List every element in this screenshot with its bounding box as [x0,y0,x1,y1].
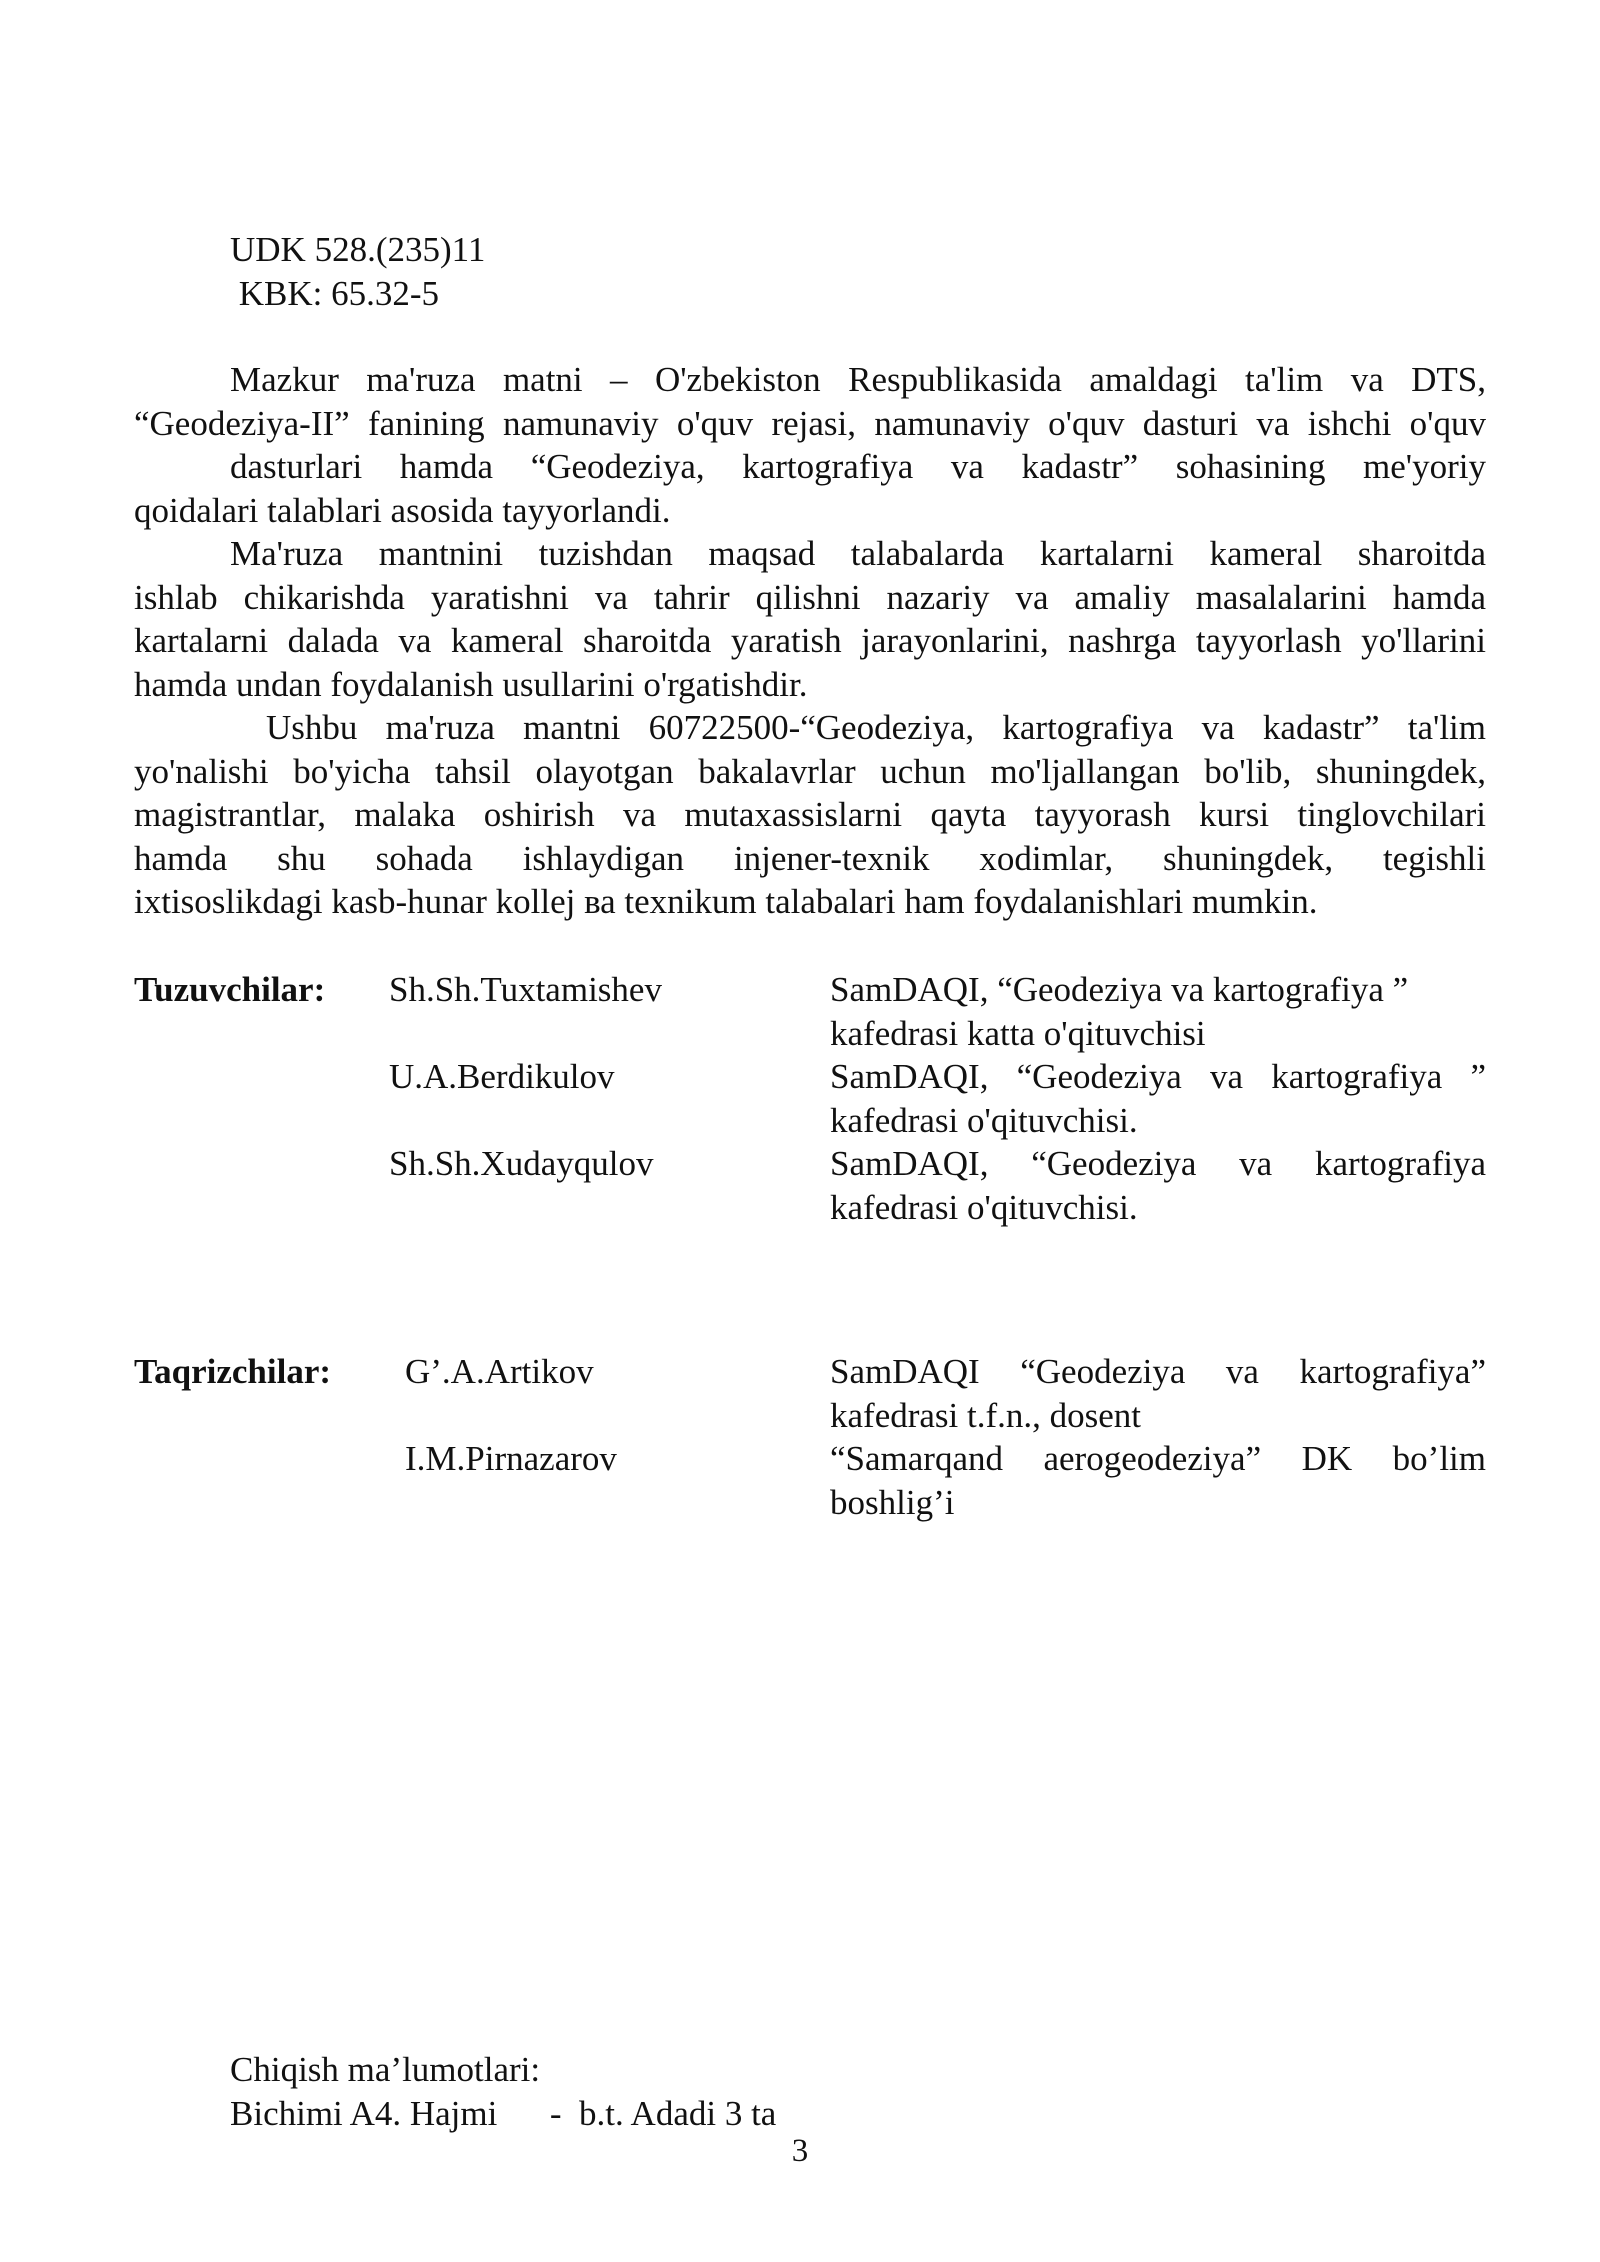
publication-info-details: Bichimi A4. Hajmi - b.t. Adadi 3 ta [230,2093,777,2133]
page-number: 3 [791,2133,809,2169]
text-line: Ushbu ma'ruza mantni 60722500-“Geodeziya, kartografiya va kadastr” ta'lim [266,708,1486,747]
compiler-affiliation: SamDAQI, “Geodeziya va kartografiya [830,1144,1486,1183]
compiler-name: Sh.Sh.Xudayqulov [389,1144,654,1183]
paragraph-2 [134,532,1486,706]
reviewer-affiliation: SamDAQI “Geodeziya va kartografiya” [830,1352,1486,1391]
reviewer-name: G’.A.Artikov [405,1352,594,1391]
text-line: kartalarni dalada va kameral sharoitda yaratish jarayonlarini, nashrga tayyorlash yo'llarini [134,621,1486,660]
compiler-affiliation: SamDAQI, “Geodeziya va kartografiya ” [830,1057,1486,1096]
compiler-name: Sh.Sh.Tuxtamishev [389,970,662,1009]
text-line: Ma'ruza mantnini tuzishdan maqsad talabalarda kartalarni kameral sharoitda [230,534,1486,573]
reviewer-name: I.M.Pirnazarov [405,1439,617,1478]
publication-info-title: Chiqish ma’lumotlari: [230,2050,541,2089]
classification-codes [230,228,930,315]
compiler-affiliation: SamDAQI, “Geodeziya va kartografiya ” [830,970,1409,1009]
reviewer-affiliation: boshlig’i [830,1482,955,1522]
text-line: magistrantlar, malaka oshirish va mutaxassislarni qayta tayyorash kursi tinglovchilari [134,795,1486,834]
text-line: “Geodeziya-II” fanining namunaviy o'quv rejasi, namunaviy o'quv dasturi va ishchi o'quv [134,403,1486,443]
compiler-affiliation: kafedrasi o'qituvchisi. [830,1187,1138,1227]
main-text [134,358,1486,924]
text-line: Mazkur ma'ruza matni – O'zbekiston Respublikasida amaldagi ta'lim va DTS, [230,360,1486,399]
text-line: hamda undan foydalanish usullarini o'rgatishdir. [134,664,808,704]
reviewer-affiliation: “Samarqand aerogeodeziya” DK bo’lim [830,1439,1486,1478]
reviewers-label: Taqrizchilar: [134,1352,332,1391]
text-line: ishlab chikarishda yaratishni va tahrir qilishni nazariy va amaliy masalalarini hamda [134,577,1486,617]
paragraph-3 [134,706,1486,924]
reviewers-section [134,1350,1486,1524]
paragraph-1 [134,358,1486,532]
compiler-affiliation: kafedrasi o'qituvchisi. [830,1100,1138,1140]
udk-code: UDK 528.(235)11 [230,230,486,269]
compilers-section [134,968,1486,1229]
text-line: yo'nalishi bo'yicha tahsil olayotgan bakalavrlar uchun mo'ljallangan bo'lib, shuningdek, [134,751,1486,791]
text-line: qoidalari talablari asosida tayyorlandi. [134,490,671,530]
text-line: dasturlari hamda “Geodeziya, kartografiya va kadastr” sohasining me'yoriy [230,447,1486,486]
compilers-label: Tuzuvchilar: [134,970,326,1009]
compiler-affiliation: kafedrasi katta o'qituvchisi [830,1013,1206,1053]
publication-info [230,2048,1130,2135]
compiler-name: U.A.Berdikulov [389,1057,615,1096]
reviewer-affiliation: kafedrasi t.f.n., dosent [830,1395,1142,1435]
text-line: hamda shu sohada ishlaydigan injener-texnik xodimlar, shuningdek, tegishli [134,838,1486,878]
kbk-code: KBK: 65.32-5 [230,273,440,313]
text-line: ixtisoslikdagi kasb-hunar kollej ва texnikum talabalari ham foydalanishlari mumkin. [134,882,1318,921]
